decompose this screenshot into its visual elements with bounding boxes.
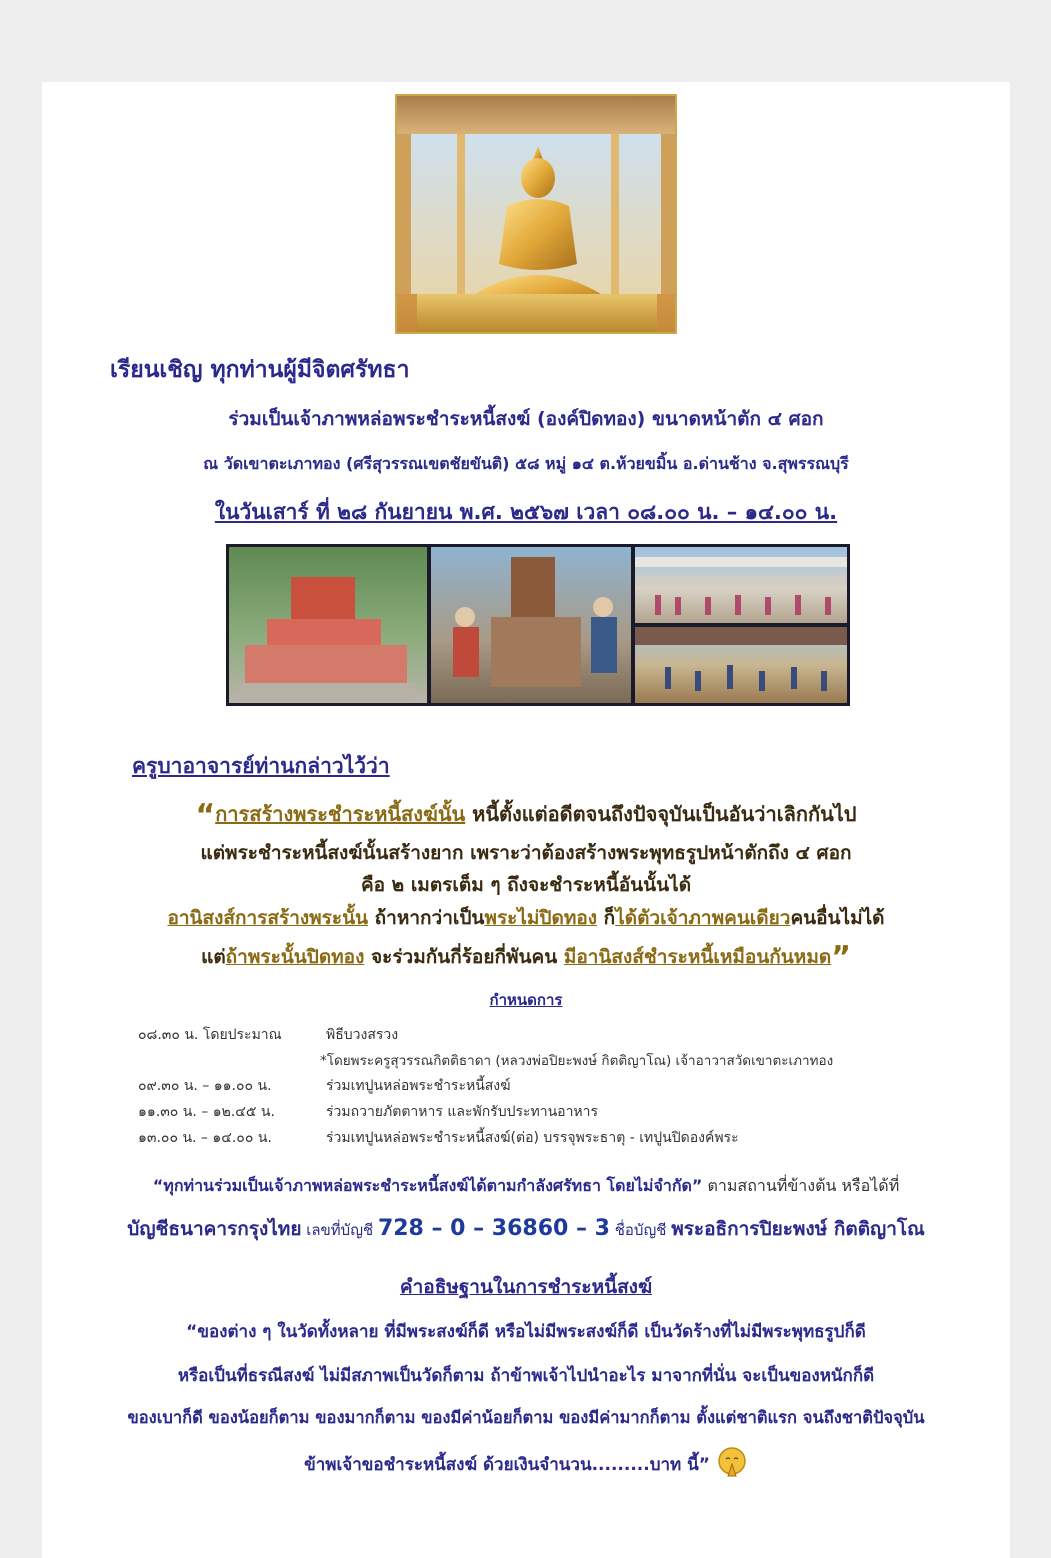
close-quote: ” bbox=[831, 940, 851, 975]
teaching-phrase-merit: อานิสงส์การสร้างพระนั้น bbox=[167, 907, 369, 929]
teaching-line-4 bbox=[42, 903, 1010, 933]
teaching-line-1 bbox=[42, 798, 1010, 833]
prayer-line-3: ของเบาก็ดี ของน้อยก็ตาม ของมากก็ตาม ของมีค่าน้อยก็ตาม ของมีค่ามากก็ตาม ตั้งแต่ชาติแรก จนถึงชาติปัจจุบัน bbox=[127, 1408, 925, 1427]
teaching-phrase-debt-statue: การสร้างพระชำระหนี้สงฆ์นั้น bbox=[215, 802, 466, 826]
teaching-text: แต่ bbox=[201, 946, 226, 968]
schedule-row bbox=[42, 1101, 1010, 1123]
schedule-time: ๐๙.๓๐ น. – ๑๑.๐๐ น. bbox=[138, 1078, 272, 1094]
invitation-greeting: เรียนเชิญ ทุกท่านผู้มีจิตศรัทธา bbox=[110, 357, 410, 383]
prayer-line-1: “ของต่าง ๆ ในวัดทั้งหลาย ที่มีพระสงฆ์ก็ดี หรือไม่มีพระสงฆ์ก็ดี เป็นวัดร้างที่ไม่มีพระพุทธรูปก็ดี bbox=[186, 1322, 866, 1342]
teaching-phrase-no-gilding: พระไม่ปิดทอง bbox=[484, 907, 598, 929]
bank-account-line bbox=[42, 1214, 1010, 1244]
photo-casting-ceremony bbox=[431, 547, 631, 703]
teaching-title: ครูบาอาจารย์ท่านกล่าวไว้ว่า bbox=[132, 754, 390, 778]
praying-face-icon bbox=[716, 1446, 748, 1478]
open-quote: “ bbox=[195, 798, 216, 833]
schedule-row bbox=[42, 1075, 1010, 1097]
schedule-title: กำหนดการ bbox=[489, 991, 563, 1009]
invitation-line-casting: ร่วมเป็นเจ้าภาพหล่อพระชำระหนี้สงฆ์ (องค์ปิดทอง) ขนาดหน้าตัก ๔ ศอก bbox=[228, 408, 824, 430]
schedule-desc: *โดยพระครูสุวรรณกิตติธาดา (หลวงพ่อปิยะพงษ์ กิตติญาโณ) เจ้าอาวาสวัดเขาตะเภาทอง bbox=[320, 1053, 834, 1069]
teaching-line-2: แต่พระชำระหนี้สงฆ์นั้นสร้างยาก เพราะว่าต้องสร้างพระพุทธรูปหน้าตักถึง ๔ ศอก bbox=[200, 842, 852, 864]
photo-statue-mold bbox=[229, 547, 427, 703]
teaching-phrase-gilded: ถ้าพระนั้นปิดทอง bbox=[225, 946, 365, 968]
schedule-row bbox=[42, 1049, 1010, 1071]
account-number: 728 – 0 – 36860 – 3 bbox=[377, 1216, 610, 1241]
teaching-phrase-single-host: ได้ตัวเจ้าภาพคนเดียว bbox=[615, 907, 791, 929]
photo-crowd-yard bbox=[635, 627, 847, 703]
schedule-desc: ร่วมเทปูนหล่อพระชำระหนี้สงฆ์(ต่อ) บรรจุพระธาตุ - เทปูนปิดองค์พระ bbox=[326, 1130, 739, 1146]
teaching-text: หนี้ตั้งแต่อดีตจนถึงปัจจุบันเป็นอันว่าเลิกกันไป bbox=[465, 802, 857, 826]
bank-name: บัญชีธนาคารกรุงไทย bbox=[127, 1218, 302, 1240]
schedule-row bbox=[42, 1024, 1010, 1046]
schedule-time: ๐๘.๓๐ น. โดยประมาณ bbox=[138, 1027, 282, 1043]
invitation-date: ในวันเสาร์ ที่ ๒๘ กันยายน พ.ศ. ๒๕๖๗ เวลา ๐๘.๐๐ น. – ๑๔.๐๐ น. bbox=[214, 500, 838, 524]
poster-page bbox=[42, 82, 1010, 1558]
teaching-line-3: คือ ๒ เมตรเต็ม ๆ ถึงจะชำระหนี้อันนั้นได้ bbox=[360, 874, 692, 896]
schedule-desc: พิธีบวงสรวง bbox=[326, 1027, 399, 1043]
prayer-line-4 bbox=[42, 1446, 1010, 1478]
schedule-time: ๑๑.๓๐ น. – ๑๒.๔๕ น. bbox=[138, 1104, 275, 1120]
teaching-text: คนอื่นไม่ได้ bbox=[790, 907, 885, 929]
schedule-desc: ร่วมเทปูนหล่อพระชำระหนี้สงฆ์ bbox=[326, 1078, 511, 1094]
teaching-phrase-shared-merit: มีอานิสงส์ชำระหนี้เหมือนกันหมด bbox=[563, 946, 832, 968]
photo-crowd-hall bbox=[635, 547, 847, 623]
event-photo-collage bbox=[226, 544, 850, 706]
schedule-time: ๑๓.๐๐ น. – ๑๔.๐๐ น. bbox=[138, 1130, 272, 1146]
invitation-line-location: ณ วัดเขาตะเภาทอง (ศรีสุวรรณเขตชัยขันติ) ๕๘ หมู่ ๑๔ ต.ห้วยขมิ้น อ.ด่านช้าง จ.สุพรรณบุรี bbox=[203, 454, 849, 473]
account-name-label: ชื่อบัญชี bbox=[609, 1221, 672, 1239]
donation-invite bbox=[42, 1174, 1010, 1199]
teaching-line-5 bbox=[42, 940, 1010, 975]
prayer-text: ข้าพเจ้าขอชำระหนี้สงฆ์ ด้วยเงินจำนวน.........บาท นี้” bbox=[304, 1455, 710, 1475]
prayer-line-2: หรือเป็นที่ธรณีสงฆ์ ไม่มีสภาพเป็นวัดก็ตาม ถ้าข้าพเจ้าไปนำอะไร มาจากที่นั่น จะเป็นของหนักก็ดี bbox=[177, 1366, 875, 1386]
schedule-row bbox=[42, 1127, 1010, 1149]
schedule-list bbox=[42, 1024, 1010, 1154]
prayer-title: คำอธิษฐานในการชำระหนี้สงฆ์ bbox=[399, 1276, 653, 1298]
donation-quote: “ทุกท่านร่วมเป็นเจ้าภาพหล่อพระชำระหนี้สงฆ์ได้ตามกำลังศรัทธา โดยไม่จำกัด” bbox=[152, 1176, 703, 1195]
account-name: พระอธิการปิยะพงษ์ กิตติญาโณ bbox=[671, 1218, 925, 1240]
donation-tail: ตามสถานที่ข้างต้น หรือได้ที่ bbox=[702, 1176, 900, 1195]
schedule-desc: ร่วมถวายภัตตาหาร และพักรับประทานอาหาร bbox=[326, 1104, 599, 1120]
teaching-text: ก็ bbox=[597, 907, 616, 929]
buddha-statue-photo bbox=[395, 94, 677, 334]
teaching-text: ถ้าหากว่าเป็น bbox=[368, 907, 485, 929]
teaching-text: จะร่วมกันกี่ร้อยกี่พันคน bbox=[364, 946, 564, 968]
account-number-label: เลขที่บัญชี bbox=[301, 1221, 378, 1239]
